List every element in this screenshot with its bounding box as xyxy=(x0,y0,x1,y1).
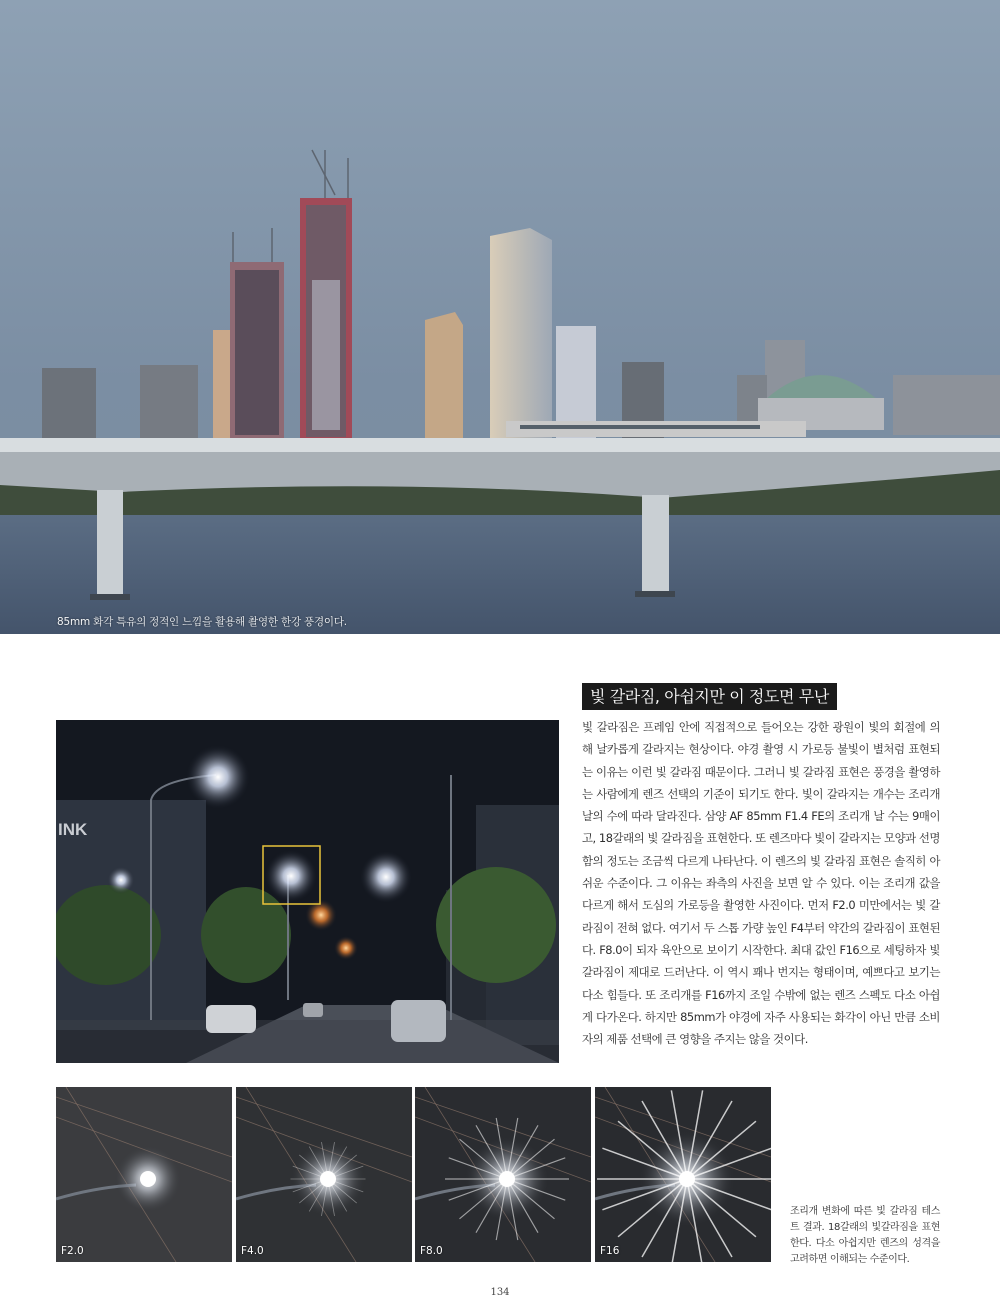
article-body: 빛 갈라짐은 프레임 안에 직접적으로 들어오는 강한 광원이 빛의 회절에 의해 날카롭게 갈라지는 현상이다. 야경 촬영 시 가로등 불빛이 별처럼 표현되는 이유는 이런 빛 갈라짐 때문이다. 그러니 빛 갈라짐 표현은 풍경을 촬영하는 사람에게 렌즈 선택의 기준이 되기도 한다. 빛이 갈라지는 개수는 조리개 날의 수에 따라 달라진다. 삼양 AF 85mm F1.4 FE의 조리개 날 수는 9매이고, 18갈래의 빛 갈라짐을 표현한다. 또 렌즈마다 빛이 갈라지는 모양과 선명함의 정도는 조금씩 다르게 나타난다. 이 렌즈의 빛 갈라짐 표현은 솔직히 아쉬운 수준이다. 그 이유는 좌측의 사진을 보면 알 수 있다. 이는 조리개 값을 다르게 해서 도심의 가로등을 촬영한 사진이다. 먼저 F2.0 미만에서는 빛 갈라짐이 전혀 없다. 여기서 두 스톱 가량 높인 F4부터 약간의 갈라짐이 표현된다. F8.0이 되자 육안으로 보이기 시작한다. 최대 값인 F16으로 세팅하자 빛 갈라짐이 제대로 드러난다. 이 역시 꽤나 번지는 형태이며, 예쁘다고 보기는 다소 힘들다. 또 조리개를 F16까지 조일 수밖에 없는 렌즈 스펙도 다소 아쉽게 다가온다. 하지만 85mm가 야경에 자주 사용되는 화각이 아닌 만큼 소비자의 제품 선택에 큰 영향을 주지는 않을 것이다. xyxy=(582,720,940,1047)
han-river-skyline-icon xyxy=(0,0,1000,634)
night-street-lights-icon xyxy=(56,720,559,1063)
aperture-label: F8.0 xyxy=(420,1245,443,1257)
aperture-thumb-f16 xyxy=(595,1087,771,1262)
aperture-thumb-f4 xyxy=(236,1087,412,1262)
street-photo xyxy=(56,720,559,1063)
street-lamp-f8-icon xyxy=(415,1087,591,1262)
street-lamp-f2-icon xyxy=(56,1087,232,1262)
aperture-label: F16 xyxy=(600,1245,620,1257)
building-sign-text: INK xyxy=(58,820,88,839)
aperture-label: F2.0 xyxy=(61,1245,84,1257)
street-lamp-f4-icon xyxy=(236,1087,412,1262)
aperture-thumb-f8 xyxy=(415,1087,591,1262)
hero-photo xyxy=(0,0,1000,634)
article-heading: 빛 갈라짐, 아쉽지만 이 정도면 무난 xyxy=(582,683,837,710)
hero-caption: 85mm 화각 특유의 정적인 느낌을 활용해 촬영한 한강 풍경이다. xyxy=(57,616,347,628)
page-number: 134 xyxy=(490,1287,510,1298)
street-lamp-f16-icon xyxy=(595,1087,771,1262)
aperture-test-caption: 조리개 변화에 따른 빛 갈라짐 테스트 결과. 18갈래의 빛갈라짐을 표현한다. 다소 아쉽지만 렌즈의 성격을 고려하면 이해되는 수준이다. xyxy=(790,1206,940,1265)
aperture-thumb-f2 xyxy=(56,1087,232,1262)
aperture-label: F4.0 xyxy=(241,1245,264,1257)
